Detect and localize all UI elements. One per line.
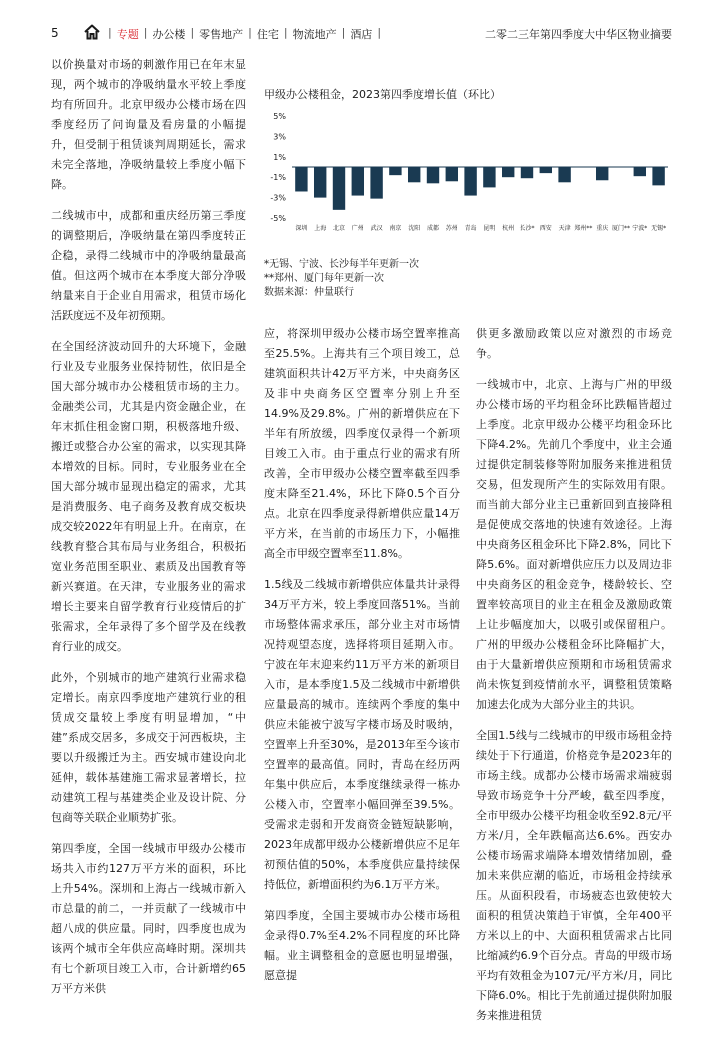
x-tick-label: 成都 [426,225,440,232]
y-tick-label: 1% [273,152,286,162]
chart-title: 甲级办公楼租金，2023第四季度增长值（环比） [264,88,501,101]
nav-separator: | [377,26,382,39]
y-tick-label: 3% [273,132,286,142]
x-tick-label: 苏州 [445,225,458,232]
nav-item[interactable]: 专题 [116,28,139,41]
body-paragraph: 在全国经济波动回升的大环境下，金融行业及专业服务业保持韧性，依旧是全国大部分城市办公楼租赁市场的主力。金融类公司，尤其是内资金融企业，在年末抓住租金窗口期，积极落地升级、搬迁或整合办公室的需求，以实现其降本增效的目标。同时，专业服务业在全国大部分城市显现出稳定的需求，尤其是消费服务、电子商务及教育成交板块成交较2022年有明显上升。在南京，在线教育整合其布局与业务组合，积极拓宽业务范围至职业、素质及出国教育等新兴赛道。在天津，专业服务业的需求增长主要来自留学教育行业疫情后的扩张需求，全年录得了多个留学及在线教育行业的成交。 [51,340,246,653]
body-paragraph: 以价换量对市场的刺激作用已在年末显现，两个城市的净吸纳量水平较上季度均有所回升。北京甲级办公楼市场在四季度经历了问询量及看房量的小幅提升，但受制于租赁谈判周期延长，需求未完全落地，净吸纳量较上季度小幅下降。 [51,58,246,191]
nav-separator: | [248,26,252,39]
chart-bar [333,167,345,210]
body-paragraph: 一线城市中，北京、上海与广州的甲级办公楼市场的平均租金环比跌幅皆超过上季度。北京甲级办公楼平均租金环比下降4.2%。先前几个季度中，业主会通过提供定制装修等附加服务来推进租赁交易，但发现所产生的实际效用有限。而当前大部分业主已重新回到直接降租是促使成交落地的快速有效途径。上海中央商务区租金环比下降2.8%，同比下降5.6%。面对新增供应压力以及周边非中央商务区的租金竞争，楼龄较长、空置率较高项目的业主在租金及激励政策上让步幅度加大，以吸引或保留租户。广州的甲级办公楼租金环比降幅扩大，由于大量新增供应预期和市场租赁需求尚未恢复到疫情前水平，调整租赁策略加速去化成为大部分业主的共识。 [476,378,672,711]
x-tick-label: 南京 [389,225,402,232]
body-paragraph: 二线城市中，成都和重庆经历第三季度的调整期后，净吸纳量在第四季度转正企稳，录得二线城市中的净吸纳量最高值。但这两个城市在本季度大部分净吸纳量来自于企业自用需求，租赁市场化活跃度远不及年初预期。 [51,209,246,322]
body-paragraph: 全国1.5线与二线城市的甲级市场租金持续处于下行通道，价格竞争是2023年的市场主线。成都办公楼市场需求端疲弱导致市场竞争十分严峻，截至四季度，全市甲级办公楼平均租金收至92.8元/平方米/月，全年跌幅高达6.6%。西安办公楼市场需求端降本增效情绪加剧，叠加未来供应潮的临近，市场租金持续承压。从面积段看，市场疲态也致使较大面积的租赁决策趋于审慎，全年400平方米以上的中、大面积租赁需求占比同比缩减约6.9个百分点。青岛的甲级市场平均有效租金为107元/平方米/月，同比下降6.0%。相比于先前通过提供附加服务来推进租赁 [476,729,672,1022]
body-paragraph: 应，将深圳甲级办公楼市场空置率推高至25.5%。上海共有三个项目竣工，总建筑面积共计42万平方米，中央商务区及非中央商务区空置率分别上升至14.9%及29.8%。广州的新增供应在下半年有所放缓，四季度仅录得一个新项目竣工入市。由于重点行业的需求有所改善，全市甲级办公楼空置率截至四季度末降至21.4%，环比下降0.5个百分点。北京在四季度录得新增供应量14万平方米，在当前的市场压力下，小幅推高全市甲级空置率至11.8%。 [264,327,460,560]
y-tick-label: -3% [270,193,286,203]
nav-item[interactable]: 零售地产 [199,28,244,41]
x-tick-label: 深圳 [295,225,308,232]
x-tick-label: 北京 [332,225,346,232]
nav-separator: | [108,26,112,39]
body-paragraph: 供更多激励政策以应对激烈的市场竞争。 [476,327,672,360]
x-tick-label: 青岛 [464,225,477,232]
body-paragraph: 1.5线及二线城市新增供应体量共计录得34万平方米，较上季度回落51%。当前市场整体需求承压，部分业主对市场情况持观望态度，选择将项目延期入市。宁波在年末迎来约11万平方米的新项目入市，是本季度1.5及二线城市中新增供应量最高的城市。连续两个季度的集中供应未能被宁波写字楼市场及时吸纳，空置率上升至30%，是2013年至今该市空置率的最高值。同时，青岛在经历两年集中供应后，本季度继续录得一栋办公楼入市，空置率小幅回弹至39.5%。受需求走弱和开发商资金链短缺影响，2023年成都甲级办公楼新增供应不足年初预估值的50%，本季度供应量持续保持低位，新增面积约为6.1万平方米。 [264,578,460,891]
rent-growth-bar-chart [262,108,674,234]
x-tick-label: 武汉 [370,225,383,232]
nav-item[interactable]: 住宅 [256,28,279,41]
x-tick-label: 长沙* [519,225,535,232]
body-paragraph: 此外，个别城市的地产建筑行业需求稳定增长。南京四季度地产建筑行业的租赁成交量较上季度有明显增加，“中建”系成交居多，多成交于河西板块，主要以升级搬迁为主。西安城市建设向北延伸，载体基建施工需求显著增长，拉动建筑工程与基建类企业及设计院、分包商等关联企业顺势扩张。 [51,671,246,824]
x-tick-label: 郑州** [574,225,593,232]
x-tick-label: 无锡* [651,225,667,232]
nav-separator: | [143,26,148,39]
x-tick-label: 天津 [558,225,571,232]
chart-bar [464,167,476,196]
chart-bar [558,167,570,182]
chart-bar [652,167,664,185]
x-tick-label: 西安 [539,225,552,232]
chart-bar [521,167,533,178]
x-tick-label: 厦门** [611,225,631,232]
chart-bar [634,167,646,176]
chart-notes [264,258,419,300]
body-paragraph: 第四季度，全国主要城市办公楼市场租金录得0.7%至4.2%不同程度的环比降幅。业主调整租金的意愿也明显增强，愿意提 [264,909,460,982]
page-number: 5 [51,26,59,40]
x-tick-label: 宁波* [632,225,648,232]
x-tick-label: 昆明 [483,225,496,232]
x-tick-label: 沈阳 [408,225,421,232]
chart-bar [314,167,326,198]
nav-item[interactable]: 酒店 [350,28,373,41]
chart-bar [295,167,307,191]
chart-bar [540,167,552,173]
chart-bar [446,167,458,181]
chart-note: **郑州、厦门每年更新一次 [264,273,384,284]
y-tick-label: 5% [273,112,286,121]
chart-bar [502,167,514,177]
nav-item[interactable]: 办公楼 [152,28,186,41]
section-nav [103,26,386,42]
text-column-1 [51,55,246,1010]
x-tick-label: 重庆 [596,225,609,232]
chart-bar [408,167,420,182]
x-tick-label: 广州 [351,225,364,232]
y-tick-label: -1% [270,173,286,183]
text-column-2 [264,324,460,997]
chart-bar [352,167,364,196]
x-tick-label: 杭州 [502,225,515,232]
home-icon[interactable] [83,23,101,41]
x-tick-label: 上海 [314,225,327,232]
document-title: 二零二三年第四季度大中华区物业摘要 [485,28,672,41]
chart-note: *无锡、宁波、长沙每半年更新一次 [264,259,419,270]
chart-bar [483,167,495,187]
chart-bar [427,167,439,183]
nav-separator: | [190,26,195,39]
nav-separator: | [283,26,288,39]
chart-note: 数据来源：仲量联行 [264,287,354,298]
body-paragraph: 第四季度，全国一线城市甲级办公楼市场共入市约127万平方米的面积，环比上升54%。深圳和上海占一线城市新入市总量的前二，一并贡献了一线城市中超八成的供应量。同时，四季度也成为该两个城市全年供应高峰时期。深圳共有七个新项目竣工入市，合计新增约65万平方米供 [51,842,246,995]
chart-bar [370,167,382,199]
chart-bar [596,167,608,180]
text-column-3 [476,324,672,1037]
nav-item[interactable]: 物流地产 [292,28,337,41]
y-tick-label: -5% [270,214,286,223]
chart-bar [389,167,401,175]
nav-separator: | [341,26,346,39]
